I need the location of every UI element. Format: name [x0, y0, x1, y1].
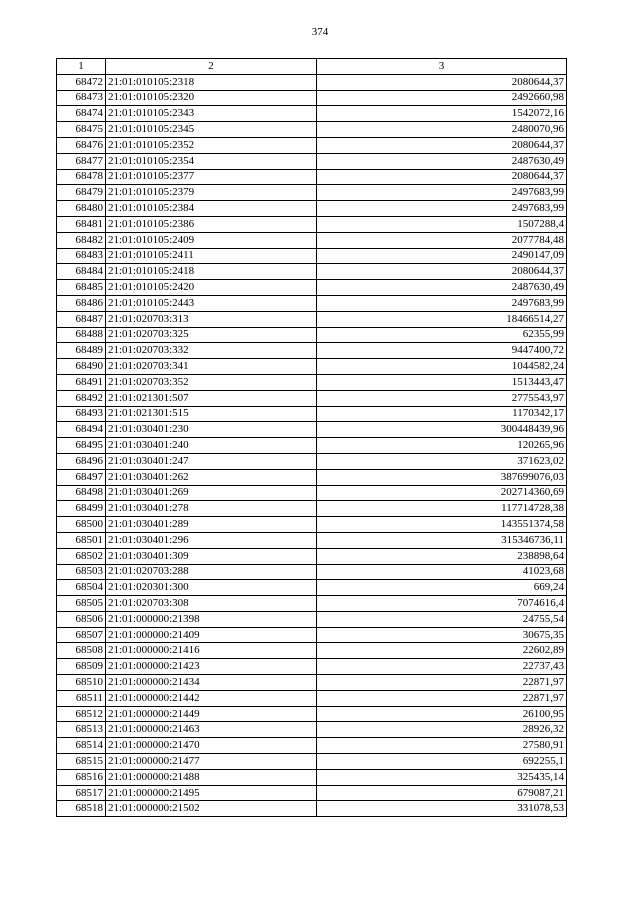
value-cell: 26100,95 — [317, 706, 567, 722]
cadastral-number-cell: 21:01:000000:21495 — [106, 785, 317, 801]
row-number-cell: 68511 — [57, 690, 106, 706]
value-cell: 238898,64 — [317, 548, 567, 564]
cadastral-number-cell: 21:01:000000:21470 — [106, 738, 317, 754]
value-cell: 371623,02 — [317, 453, 567, 469]
cadastral-number-cell: 21:01:020703:325 — [106, 327, 317, 343]
table-row — [57, 201, 567, 217]
table-row — [57, 501, 567, 517]
value-cell: 387699076,03 — [317, 469, 567, 485]
cadastral-number-cell: 21:01:020703:332 — [106, 343, 317, 359]
cadastral-number-cell: 21:01:010105:2420 — [106, 280, 317, 296]
value-cell: 669,24 — [317, 580, 567, 596]
cadastral-number-cell: 21:01:020703:341 — [106, 359, 317, 375]
table-row — [57, 801, 567, 817]
cadastral-number-cell: 21:01:000000:21409 — [106, 627, 317, 643]
value-cell: 41023,68 — [317, 564, 567, 580]
table-row — [57, 659, 567, 675]
table-row — [57, 596, 567, 612]
cadastral-number-cell: 21:01:000000:21416 — [106, 643, 317, 659]
row-number-cell: 68514 — [57, 738, 106, 754]
value-cell: 331078,53 — [317, 801, 567, 817]
row-number-cell: 68501 — [57, 532, 106, 548]
value-cell: 120265,96 — [317, 438, 567, 454]
cadastral-number-cell: 21:01:010105:2379 — [106, 185, 317, 201]
table-row — [57, 185, 567, 201]
table-row — [57, 406, 567, 422]
table-row — [57, 327, 567, 343]
cadastral-number-cell: 21:01:010105:2443 — [106, 295, 317, 311]
value-cell: 2490147,09 — [317, 248, 567, 264]
row-number-cell: 68475 — [57, 122, 106, 138]
value-cell: 300448439,96 — [317, 422, 567, 438]
table-row — [57, 722, 567, 738]
cadastral-number-cell: 21:01:010105:2354 — [106, 153, 317, 169]
row-number-cell: 68485 — [57, 280, 106, 296]
row-number-cell: 68473 — [57, 90, 106, 106]
table-row — [57, 264, 567, 280]
cadastral-number-cell: 21:01:020703:352 — [106, 374, 317, 390]
row-number-cell: 68500 — [57, 517, 106, 533]
value-cell: 22602,89 — [317, 643, 567, 659]
table-row — [57, 374, 567, 390]
row-number-cell: 68497 — [57, 469, 106, 485]
value-cell: 2487630,49 — [317, 280, 567, 296]
cadastral-number-cell: 21:01:010105:2345 — [106, 122, 317, 138]
row-number-cell: 68490 — [57, 359, 106, 375]
value-cell: 2775543,97 — [317, 390, 567, 406]
table-row — [57, 769, 567, 785]
row-number-cell: 68478 — [57, 169, 106, 185]
row-number-cell: 68494 — [57, 422, 106, 438]
row-number-cell: 68502 — [57, 548, 106, 564]
table-row — [57, 90, 567, 106]
row-number-cell: 68499 — [57, 501, 106, 517]
value-cell: 28926,32 — [317, 722, 567, 738]
column-header-3: 3 — [317, 59, 567, 75]
table-row — [57, 390, 567, 406]
row-number-cell: 68493 — [57, 406, 106, 422]
value-cell: 1170342,17 — [317, 406, 567, 422]
row-number-cell: 68498 — [57, 485, 106, 501]
table-row — [57, 532, 567, 548]
row-number-cell: 68515 — [57, 754, 106, 770]
row-number-cell: 68472 — [57, 74, 106, 90]
value-cell: 9447400,72 — [317, 343, 567, 359]
table-row — [57, 359, 567, 375]
header-row — [57, 59, 567, 75]
table-row — [57, 216, 567, 232]
cadastral-number-cell: 21:01:000000:21423 — [106, 659, 317, 675]
column-header-2: 2 — [106, 59, 317, 75]
cadastral-number-cell: 21:01:030401:230 — [106, 422, 317, 438]
row-number-cell: 68512 — [57, 706, 106, 722]
cadastral-number-cell: 21:01:030401:240 — [106, 438, 317, 454]
table-row — [57, 469, 567, 485]
table-row — [57, 548, 567, 564]
table-row — [57, 754, 567, 770]
table-row — [57, 74, 567, 90]
value-cell: 7074616,4 — [317, 596, 567, 612]
cadastral-number-cell: 21:01:010105:2409 — [106, 232, 317, 248]
cadastral-number-cell: 21:01:010105:2343 — [106, 106, 317, 122]
value-cell: 117714728,38 — [317, 501, 567, 517]
row-number-cell: 68479 — [57, 185, 106, 201]
value-cell: 2080644,37 — [317, 264, 567, 280]
table-row — [57, 232, 567, 248]
table-row — [57, 311, 567, 327]
cadastral-number-cell: 21:01:010105:2377 — [106, 169, 317, 185]
cadastral-number-cell: 21:01:030401:309 — [106, 548, 317, 564]
row-number-cell: 68492 — [57, 390, 106, 406]
table-body — [57, 74, 567, 816]
row-number-cell: 68507 — [57, 627, 106, 643]
cadastral-number-cell: 21:01:030401:278 — [106, 501, 317, 517]
row-number-cell: 68484 — [57, 264, 106, 280]
table-row — [57, 453, 567, 469]
cadastral-number-cell: 21:01:020703:288 — [106, 564, 317, 580]
cadastral-number-cell: 21:01:030401:269 — [106, 485, 317, 501]
value-cell: 2492660,98 — [317, 90, 567, 106]
value-cell: 315346736,11 — [317, 532, 567, 548]
cadastral-number-cell: 21:01:010105:2320 — [106, 90, 317, 106]
table-row — [57, 248, 567, 264]
value-cell: 692255,1 — [317, 754, 567, 770]
value-cell: 30675,35 — [317, 627, 567, 643]
row-number-cell: 68483 — [57, 248, 106, 264]
table-row — [57, 153, 567, 169]
row-number-cell: 68510 — [57, 675, 106, 691]
value-cell: 143551374,58 — [317, 517, 567, 533]
cadastral-number-cell: 21:01:021301:507 — [106, 390, 317, 406]
cadastral-number-cell: 21:01:000000:21488 — [106, 769, 317, 785]
table-header — [57, 59, 567, 75]
cadastral-number-cell: 21:01:010105:2418 — [106, 264, 317, 280]
row-number-cell: 68474 — [57, 106, 106, 122]
cadastral-number-cell: 21:01:000000:21463 — [106, 722, 317, 738]
cadastral-number-cell: 21:01:020301:300 — [106, 580, 317, 596]
value-cell: 679087,21 — [317, 785, 567, 801]
value-cell: 18466514,27 — [317, 311, 567, 327]
row-number-cell: 68489 — [57, 343, 106, 359]
row-number-cell: 68506 — [57, 611, 106, 627]
row-number-cell: 68482 — [57, 232, 106, 248]
value-cell: 1507288,4 — [317, 216, 567, 232]
cadastral-number-cell: 21:01:030401:296 — [106, 532, 317, 548]
cadastral-number-cell: 21:01:020703:308 — [106, 596, 317, 612]
table-row — [57, 690, 567, 706]
table-row — [57, 611, 567, 627]
page-number: 374 — [311, 26, 329, 38]
row-number-cell: 68503 — [57, 564, 106, 580]
value-cell: 22871,97 — [317, 690, 567, 706]
value-cell: 2497683,99 — [317, 185, 567, 201]
cadastral-number-cell: 21:01:000000:21477 — [106, 754, 317, 770]
cadastral-number-cell: 21:01:010105:2386 — [106, 216, 317, 232]
value-cell: 2497683,99 — [317, 201, 567, 217]
value-cell: 22871,97 — [317, 675, 567, 691]
table-row — [57, 675, 567, 691]
cadastral-number-cell: 21:01:000000:21398 — [106, 611, 317, 627]
value-cell: 325435,14 — [317, 769, 567, 785]
value-cell: 24755,54 — [317, 611, 567, 627]
table-row — [57, 706, 567, 722]
cadastral-number-cell: 21:01:000000:21502 — [106, 801, 317, 817]
data-table — [56, 58, 567, 817]
cadastral-number-cell: 21:01:000000:21442 — [106, 690, 317, 706]
table-row — [57, 564, 567, 580]
row-number-cell: 68481 — [57, 216, 106, 232]
table-row — [57, 580, 567, 596]
row-number-cell: 68518 — [57, 801, 106, 817]
row-number-cell: 68488 — [57, 327, 106, 343]
table-row — [57, 422, 567, 438]
column-header-1: 1 — [57, 59, 106, 75]
value-cell: 2480070,96 — [317, 122, 567, 138]
cadastral-number-cell: 21:01:030401:247 — [106, 453, 317, 469]
row-number-cell: 68476 — [57, 137, 106, 153]
cadastral-number-cell: 21:01:010105:2384 — [106, 201, 317, 217]
cadastral-number-cell: 21:01:000000:21449 — [106, 706, 317, 722]
cadastral-number-cell: 21:01:010105:2318 — [106, 74, 317, 90]
value-cell: 2080644,37 — [317, 74, 567, 90]
value-cell: 1513443,47 — [317, 374, 567, 390]
row-number-cell: 68491 — [57, 374, 106, 390]
row-number-cell: 68517 — [57, 785, 106, 801]
value-cell: 2080644,37 — [317, 137, 567, 153]
table-row — [57, 169, 567, 185]
cadastral-number-cell: 21:01:021301:515 — [106, 406, 317, 422]
table-row — [57, 485, 567, 501]
row-number-cell: 68509 — [57, 659, 106, 675]
row-number-cell: 68516 — [57, 769, 106, 785]
value-cell: 202714360,69 — [317, 485, 567, 501]
table-row — [57, 295, 567, 311]
row-number-cell: 68495 — [57, 438, 106, 454]
row-number-cell: 68480 — [57, 201, 106, 217]
table-row — [57, 738, 567, 754]
table-row — [57, 785, 567, 801]
table-row — [57, 438, 567, 454]
row-number-cell: 68496 — [57, 453, 106, 469]
row-number-cell: 68508 — [57, 643, 106, 659]
row-number-cell: 68505 — [57, 596, 106, 612]
table-row — [57, 137, 567, 153]
cadastral-number-cell: 21:01:030401:289 — [106, 517, 317, 533]
row-number-cell: 68513 — [57, 722, 106, 738]
cadastral-number-cell: 21:01:010105:2352 — [106, 137, 317, 153]
value-cell: 2077784,48 — [317, 232, 567, 248]
cadastral-number-cell: 21:01:020703:313 — [106, 311, 317, 327]
value-cell: 2487630,49 — [317, 153, 567, 169]
table-row — [57, 122, 567, 138]
table-row — [57, 643, 567, 659]
table-row — [57, 106, 567, 122]
value-cell: 27580,91 — [317, 738, 567, 754]
value-cell: 1542072,16 — [317, 106, 567, 122]
row-number-cell: 68477 — [57, 153, 106, 169]
table-row — [57, 517, 567, 533]
table-row — [57, 627, 567, 643]
cadastral-number-cell: 21:01:010105:2411 — [106, 248, 317, 264]
cadastral-number-cell: 21:01:000000:21434 — [106, 675, 317, 691]
row-number-cell: 68487 — [57, 311, 106, 327]
value-cell: 1044582,24 — [317, 359, 567, 375]
value-cell: 62355,99 — [317, 327, 567, 343]
value-cell: 2080644,37 — [317, 169, 567, 185]
row-number-cell: 68486 — [57, 295, 106, 311]
value-cell: 2497683,99 — [317, 295, 567, 311]
table-row — [57, 280, 567, 296]
cadastral-number-cell: 21:01:030401:262 — [106, 469, 317, 485]
value-cell: 22737,43 — [317, 659, 567, 675]
row-number-cell: 68504 — [57, 580, 106, 596]
table-row — [57, 343, 567, 359]
